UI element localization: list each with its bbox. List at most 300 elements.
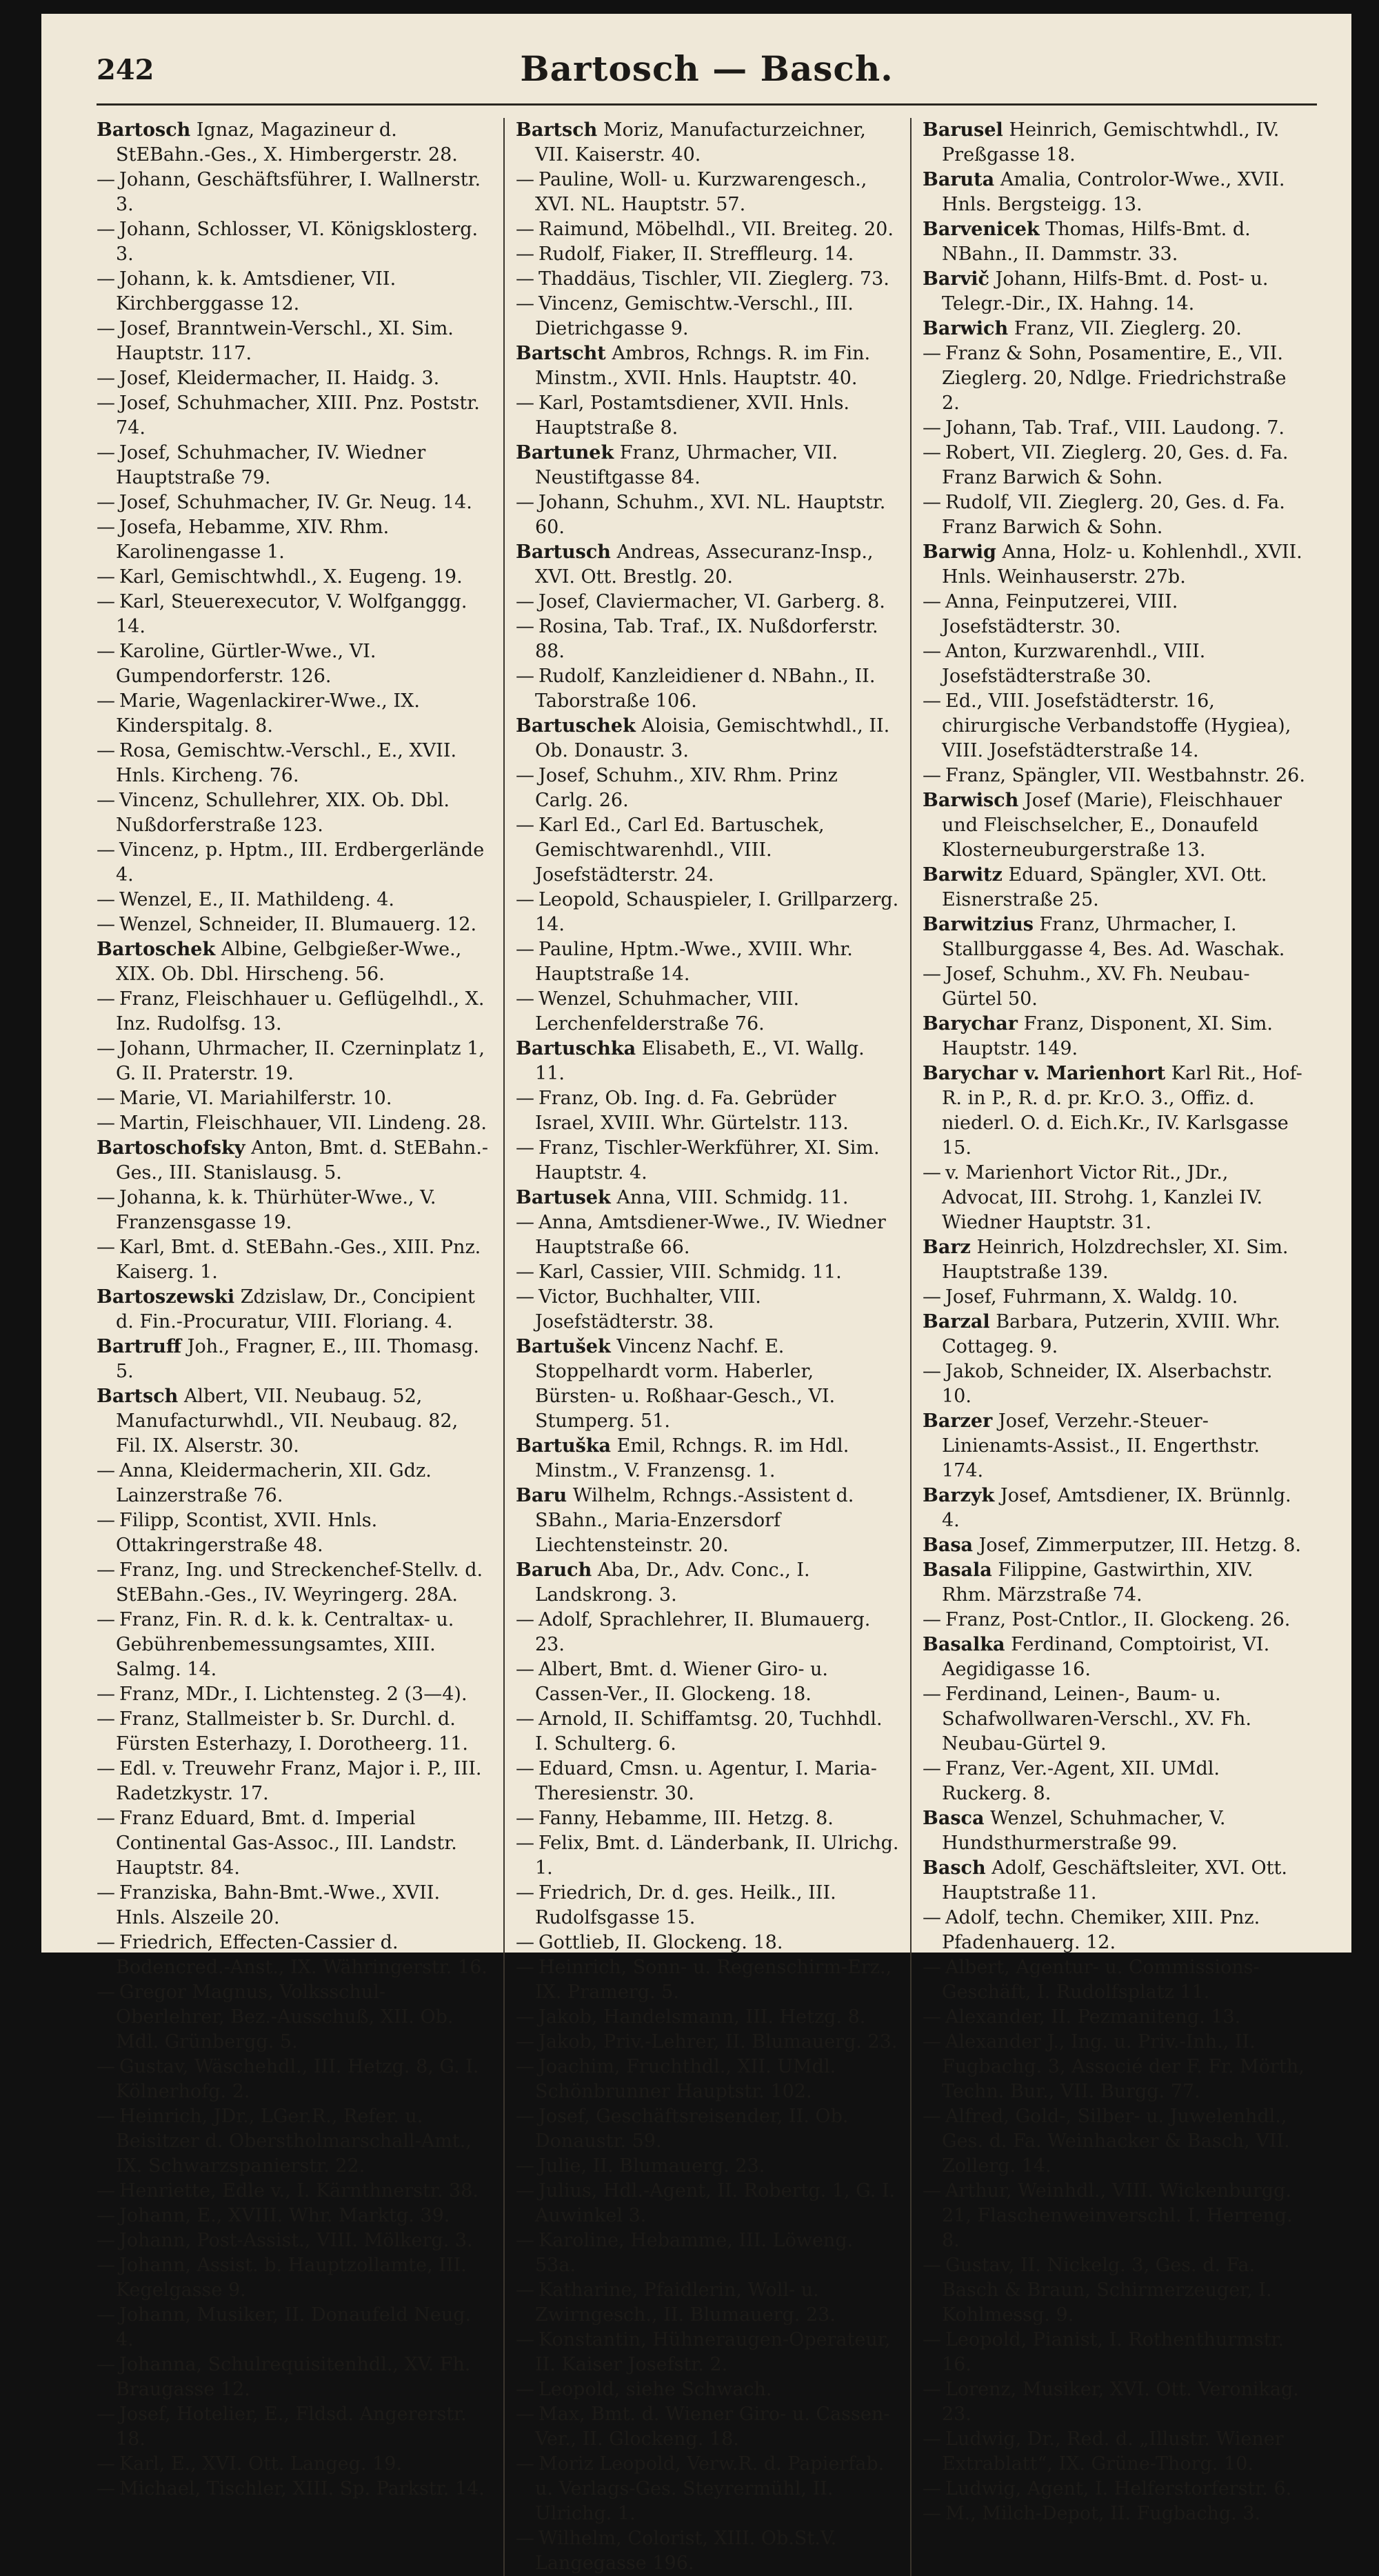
entry-details: Franz, Uhrmacher, I. Stallburggasse 4, Bes. Ad. Waschak. <box>942 914 1285 960</box>
entry-details: Arnold, II. Schiffamtsg. 20, Tuchhdl. I. Schulterg. 6. <box>535 1708 883 1755</box>
repeat-dash: — <box>97 1684 115 1705</box>
column-2 <box>503 118 910 2576</box>
entry-surname: Barwitz <box>923 864 1003 886</box>
repeat-dash: — <box>923 2106 941 2127</box>
entry-details: Ludwig, Dr., Red. d. „Illustr. Wiener Extrablatt“, IX. Grüne-Thorg. 10. <box>942 2428 1284 2475</box>
entry-details: Aba, Dr., Adv. Conc., I. Landskrong. 3. <box>535 1559 810 1606</box>
entry-details: Ferdinand, Leinen-, Baum- u. Schafwollwaren-Verschl., XV. Fh. Neubau-Gürtel 9. <box>942 1684 1251 1755</box>
repeat-dash: — <box>516 765 534 786</box>
repeat-dash: — <box>516 2404 534 2425</box>
directory-entry <box>97 2179 492 2204</box>
entry-details: Filippine, Gastwirthin, XIV. Rhm. Märzstraße 74. <box>942 1559 1254 1606</box>
repeat-dash: — <box>923 1361 941 1382</box>
entry-details: Josef, Schuhm., XV. Fh. Neubau-Gürtel 50. <box>942 963 1250 1010</box>
repeat-dash: — <box>516 2106 534 2127</box>
entry-details: Eduard, Cmsn. u. Agentur, I. Maria-Theresienstr. 30. <box>535 1758 877 1804</box>
directory-entry <box>923 2104 1306 2179</box>
repeat-dash: — <box>516 939 534 960</box>
entry-surname: Barzyk <box>923 1485 995 1506</box>
directory-entry <box>516 540 899 590</box>
entry-details: Gustav, Wäschehdl., III. Hetzg. 8, G. I. Kölnerhofg. 2. <box>116 2056 479 2102</box>
repeat-dash: — <box>516 1137 534 1159</box>
entry-surname: Bartoszewski <box>97 1286 235 1308</box>
repeat-dash: — <box>516 1609 534 1630</box>
directory-entry <box>516 1955 899 2005</box>
directory-entry <box>923 863 1306 912</box>
entry-surname: Bartoschofsky <box>97 1137 245 1159</box>
directory-entry <box>97 441 492 490</box>
entry-details: Konstantin, Hühneraugen-Operateur, II. Kaiser Josefstr. 2. <box>535 2329 891 2375</box>
entry-details: Albert, Agentur- u. Commissions-Geschäft, I. Rudolfsplatz 11. <box>942 1957 1260 2003</box>
entry-details: Fanny, Hebamme, III. Hetzg. 8. <box>538 1808 834 1829</box>
repeat-dash: — <box>516 988 534 1010</box>
entry-surname: Barz <box>923 1237 971 1258</box>
directory-entry <box>923 763 1306 788</box>
entry-surname: Barvič <box>923 268 989 290</box>
entry-surname: Barwig <box>923 541 996 563</box>
entry-details: Alfred, Gold-, Silber- u. Juwelenhdl., Ges. d. Fa. Weinhacker & Basch, VII. Zollerg. 14. <box>942 2106 1290 2177</box>
entry-surname: Baruta <box>923 169 995 190</box>
directory-entry <box>97 317 492 366</box>
entry-details: Heinrich, Holzdrechsler, XI. Sim. Hauptstraße 139. <box>942 1237 1289 1283</box>
entry-details: Vincenz, Schullehrer, XIX. Ob. Dbl. Nußdorferstraße 123. <box>116 790 450 836</box>
entry-surname: Barzer <box>923 1410 993 1432</box>
directory-entry <box>516 2402 899 2452</box>
directory-entry <box>97 639 492 689</box>
entry-details: Josef, Schuhmacher, IV. Gr. Neug. 14. <box>119 492 472 513</box>
entry-details: Franz, Fin. R. d. k. k. Centraltax- u. Gebührenbemessungsamtes, XIII. Salmg. 14. <box>116 1609 454 1680</box>
entry-details: Friedrich, Effecten-Cassier d. Bodencred.-Anst., IX. Währingerstr. 16. <box>116 1932 487 1978</box>
directory-entry <box>923 1955 1306 2005</box>
repeat-dash: — <box>516 815 534 836</box>
entry-details: Henriette, Edle v., I. Kärnthnerstr. 38. <box>119 2180 479 2201</box>
entry-details: Eduard, Spängler, XVI. Ott. Eisnerstraße 25. <box>942 864 1267 910</box>
entry-surname: Bartscht <box>516 343 606 364</box>
entry-details: Karl, Steuerexecutor, V. Wolfganggg. 14. <box>116 591 467 637</box>
entry-details: Heinrich, Sonn- u. Regenschirm-Erz., IX. Pramerg. 5. <box>535 1957 892 2003</box>
directory-entry <box>923 267 1306 317</box>
entry-details: Leopold, Schauspieler, I. Grillparzerg. 14. <box>535 889 899 935</box>
repeat-dash: — <box>516 2453 534 2475</box>
entry-details: Franziska, Bahn-Bmt.-Wwe., XVII. Hnls. Alszeile 20. <box>116 1882 441 1928</box>
entry-surname: Barzal <box>923 1311 990 1332</box>
directory-entry <box>97 1384 492 1459</box>
entry-details: Rosina, Tab. Traf., IX. Nußdorferstr. 88. <box>535 616 878 662</box>
directory-entry <box>923 590 1306 639</box>
entry-details: Anton, Kurzwarenhdl., VIII. Josefstädterstraße 30. <box>942 641 1206 687</box>
repeat-dash: — <box>97 1559 115 1581</box>
repeat-dash: — <box>516 293 534 314</box>
directory-entry <box>97 515 492 565</box>
entry-details: Franz, Stallmeister b. Sr. Durchl. d. Fürsten Esterhazy, I. Dorotheerg. 11. <box>116 1708 468 1755</box>
directory-entry <box>923 689 1306 763</box>
repeat-dash: — <box>97 2255 115 2276</box>
directory-entry <box>516 2179 899 2228</box>
entry-surname: Barusel <box>923 119 1003 141</box>
repeat-dash: — <box>516 591 534 612</box>
directory-entry <box>923 788 1306 863</box>
entry-details: v. Marienhort Victor Rit., JDr., Advocat, III. Strohg. 1, Kanzlei IV. Wiedner Hauptstr. 31. <box>942 1162 1263 1233</box>
repeat-dash: — <box>516 1932 534 1953</box>
repeat-dash: — <box>516 2329 534 2350</box>
repeat-dash: — <box>97 219 115 240</box>
directory-entry <box>516 2328 899 2377</box>
directory-entry <box>516 1608 899 1657</box>
directory-entry <box>97 1037 492 1086</box>
entry-details: Karoline, Gürtler-Wwe., VI. Gumpendorferstr. 126. <box>116 641 376 687</box>
directory-entry <box>516 1881 899 1930</box>
directory-entry <box>97 391 492 441</box>
entry-details: Josef, Kleidermacher, II. Haidg. 3. <box>119 368 440 389</box>
repeat-dash: — <box>923 765 941 786</box>
directory-entry <box>923 1359 1306 1409</box>
entry-details: Johann, E., XVIII. Whr. Marktg. 39. <box>119 2205 450 2226</box>
directory-entry <box>516 1484 899 1558</box>
entry-details: Karl, E., XVI. Ott. Langeg. 19. <box>119 2453 403 2475</box>
directory-entry <box>97 1335 492 1384</box>
entry-details: Franz, Ing. und Streckenchef-Stellv. d. StEBahn.-Ges., IV. Weyringerg. 28A. <box>116 1559 483 1606</box>
entry-surname: Bartunek <box>516 442 614 463</box>
entry-details: Franz, Disponent, XI. Sim. Hauptstr. 149. <box>942 1013 1273 1059</box>
entry-details: Johann, k. k. Amtsdiener, VII. Kirchberggasse 12. <box>116 268 396 314</box>
directory-entry <box>923 317 1306 341</box>
directory-entry <box>516 1186 899 1210</box>
repeat-dash: — <box>516 243 534 265</box>
entry-details: Aloisia, Gemischtwhdl., II. Ob. Donaustr. 3. <box>535 715 890 761</box>
entry-details: Heinrich, Gemischtwhdl., IV. Preßgasse 18. <box>942 119 1280 166</box>
entry-details: Adolf, Geschäftsleiter, XVI. Ott. Hauptstraße 11. <box>942 1857 1287 1904</box>
directory-entry <box>97 912 492 937</box>
entry-surname: Basalka <box>923 1634 1005 1655</box>
directory-entry <box>97 1086 492 1111</box>
repeat-dash: — <box>516 392 534 414</box>
directory-entry <box>516 267 899 292</box>
entry-details: Johanna, k. k. Thürhüter-Wwe., V. Franzensgasse 19. <box>116 1187 436 1233</box>
repeat-dash: — <box>97 1038 115 1059</box>
directory-entry <box>516 1037 899 1086</box>
entry-details: Karoline, Hebamme, III. Löweng. 53a. <box>535 2230 854 2276</box>
directory-entry <box>97 1186 492 1235</box>
repeat-dash: — <box>97 1609 115 1630</box>
entry-details: Johann, Uhrmacher, II. Czerninplatz 1, G. II. Praterstr. 19. <box>116 1038 485 1084</box>
directory-entry <box>923 490 1306 540</box>
directory-entry <box>923 1856 1306 1906</box>
entry-surname: Bartsch <box>516 119 598 141</box>
directory-entry <box>516 2452 899 2526</box>
entry-details: Elisabeth, E., VI. Wallg. 11. <box>535 1038 865 1084</box>
repeat-dash: — <box>97 1981 115 2003</box>
repeat-dash: — <box>97 1758 115 1779</box>
repeat-dash: — <box>516 2379 534 2400</box>
repeat-dash: — <box>97 2354 115 2375</box>
directory-entry <box>97 1757 492 1806</box>
entry-details: Franz, MDr., I. Lichtensteg. 2 (3—4). <box>119 1684 467 1705</box>
repeat-dash: — <box>516 2230 534 2251</box>
directory-entry <box>516 292 899 341</box>
entry-columns <box>97 118 1317 2574</box>
directory-entry <box>97 217 492 267</box>
entry-surname: Bartuschka <box>516 1038 636 1059</box>
repeat-dash: — <box>97 591 115 612</box>
entry-details: Alexander, II. Pezmaniteng. 13. <box>945 2006 1241 2028</box>
directory-entry <box>923 2179 1306 2253</box>
entry-details: Joachim, Fruchthdl., XII. UMdl. Schönbrunner Hauptstr. 102. <box>535 2056 836 2102</box>
repeat-dash: — <box>516 2006 534 2028</box>
entry-details: Ambros, Rchngs. R. im Fin. Minstm., XVII. Hnls. Hauptstr. 40. <box>535 343 871 389</box>
repeat-dash: — <box>516 1833 534 1854</box>
repeat-dash: — <box>516 1708 534 1730</box>
repeat-dash: — <box>97 566 115 588</box>
directory-entry <box>923 416 1306 441</box>
directory-entry <box>516 2526 899 2576</box>
directory-entry <box>516 1930 899 1955</box>
directory-entry <box>923 1061 1306 1161</box>
directory-entry <box>516 2104 899 2154</box>
directory-entry <box>97 2477 492 2502</box>
directory-entry <box>923 962 1306 1012</box>
repeat-dash: — <box>923 591 941 612</box>
repeat-dash: — <box>97 1187 115 1208</box>
repeat-dash: — <box>97 740 115 761</box>
entry-details: Karl, Cassier, VIII. Schmidg. 11. <box>538 1261 842 1283</box>
entry-surname: Barychar v. Marienhort <box>923 1063 1166 1084</box>
repeat-dash: — <box>516 2528 534 2549</box>
entry-details: Wenzel, E., II. Mathildeng. 4. <box>119 889 394 910</box>
directory-entry <box>97 987 492 1037</box>
directory-entry <box>516 2278 899 2328</box>
page-header <box>97 41 1317 106</box>
entry-details: Johann, Schuhm., XVI. NL. Hauptstr. 60. <box>535 492 886 538</box>
entry-details: Julie, II. Blumauerg. 23. <box>538 2155 765 2177</box>
directory-entry <box>923 540 1306 590</box>
entry-details: Ferdinand, Comptoirist, VI. Aegidigasse 16. <box>942 1634 1270 1680</box>
directory-entry <box>923 1409 1306 1484</box>
repeat-dash: — <box>97 392 115 414</box>
entry-surname: Bartusek <box>516 1187 611 1208</box>
column-1 <box>97 118 503 2576</box>
entry-details: Vincenz Nachf. E. Stoppelhardt vorm. Haberler, Bürsten- u. Roßhaar-Gesch., VI. Stumperg. 51. <box>535 1336 836 1432</box>
repeat-dash: — <box>97 2478 115 2499</box>
directory-entry <box>923 1484 1306 1533</box>
directory-entry <box>923 639 1306 689</box>
entry-details: Julius, Hdl.-Agent, II. Robertg. 1, G. I. Auwinkel 3. <box>535 2180 896 2226</box>
directory-entry <box>516 168 899 217</box>
repeat-dash: — <box>97 889 115 910</box>
directory-entry <box>516 2154 899 2179</box>
repeat-dash: — <box>97 641 115 662</box>
repeat-dash: — <box>923 641 941 662</box>
entry-details: Andreas, Assecuranz-Insp., XVI. Ott. Brestlg. 20. <box>535 541 874 588</box>
repeat-dash: — <box>923 690 941 712</box>
directory-entry <box>516 1657 899 1707</box>
directory-entry <box>97 267 492 317</box>
entry-details: Wilhelm, Rchngs.-Assistent d. SBahn., Maria-Enzersdorf Liechtensteinstr. 20. <box>535 1485 854 1556</box>
repeat-dash: — <box>516 169 534 190</box>
entry-surname: Baruch <box>516 1559 592 1581</box>
repeat-dash: — <box>97 368 115 389</box>
directory-entry <box>97 739 492 788</box>
entry-surname: Bartruff <box>97 1336 182 1357</box>
repeat-dash: — <box>923 2428 941 2450</box>
directory-entry <box>516 391 899 441</box>
entry-details: Alexander J., Ing. u. Priv.-Inh., II. Fugbachg. 3, Associé der F. Fr. Mörth, Techn. Bur., VII. Burgg. 77. <box>942 2031 1305 2102</box>
directory-entry <box>97 2104 492 2179</box>
directory-entry <box>516 590 899 615</box>
repeat-dash: — <box>516 1261 534 1283</box>
entry-details: Emil, Rchngs. R. im Hdl. Minstm., V. Franzensg. 1. <box>535 1435 849 1481</box>
directory-entry <box>97 565 492 590</box>
entry-details: Franz, VII. Zieglerg. 20. <box>1008 318 1242 339</box>
repeat-dash: — <box>923 2329 941 2350</box>
directory-entry <box>516 1558 899 1608</box>
repeat-dash: — <box>516 1808 534 1829</box>
directory-entry <box>97 1930 492 1980</box>
entry-details: Adolf, techn. Chemiker, XIII. Pnz. Pfadenhauerg. 12. <box>942 1907 1260 1953</box>
entry-details: Katharine, Pfaidlerin, Woll- u. Zwirngesch., II. Blumauerg. 23. <box>535 2279 836 2326</box>
entry-details: Moriz Leopold, Verw.R. d. Papierfab. u. Verlags-Ges. Steyrermühl, II. Ulrichg. 1. <box>535 2453 885 2524</box>
directory-entry <box>516 813 899 888</box>
repeat-dash: — <box>516 492 534 513</box>
entry-details: Anna, Amtsdiener-Wwe., IV. Wiedner Hauptstraße 66. <box>535 1212 886 1258</box>
repeat-dash: — <box>516 2031 534 2053</box>
entry-details: Rudolf, Kanzleidiener d. NBahn., II. Taborstraße 106. <box>535 666 876 712</box>
repeat-dash: — <box>516 268 534 290</box>
directory-entry <box>923 1235 1306 1285</box>
repeat-dash: — <box>923 2379 941 2400</box>
directory-entry <box>97 1682 492 1707</box>
repeat-dash: — <box>97 2106 115 2127</box>
directory-entry <box>97 838 492 888</box>
directory-entry <box>97 1881 492 1930</box>
entry-details: Albine, Gelbgießer-Wwe., XIX. Ob. Dbl. Hirscheng. 56. <box>116 939 462 985</box>
entry-details: Rosa, Gemischtw.-Verschl., E., XVII. Hnls. Kircheng. 76. <box>116 740 457 786</box>
repeat-dash: — <box>97 318 115 339</box>
directory-entry <box>516 2377 899 2402</box>
entry-details: Leopold, siehe Schwach. <box>538 2379 772 2400</box>
entry-details: Rudolf, VII. Zieglerg. 20, Ges. d. Fa. Franz Barwich & Sohn. <box>942 492 1285 538</box>
directory-entry <box>97 2452 492 2477</box>
repeat-dash: — <box>923 2255 941 2276</box>
directory-entry <box>97 1806 492 1881</box>
directory-entry <box>923 912 1306 962</box>
entry-details: Zdzislaw, Dr., Concipient d. Fin.-Procuratur, VIII. Floriang. 4. <box>116 1286 475 1332</box>
entry-surname: Bartoschek <box>97 939 216 960</box>
entry-details: Josef, Geschäftsreisender, II. Ob. Donaustr. 59. <box>535 2106 849 2152</box>
column-3 <box>910 118 1317 2576</box>
repeat-dash: — <box>97 517 115 538</box>
directory-entry <box>97 2055 492 2104</box>
entry-details: Franz, Post-Cntlor., II. Glockeng. 26. <box>945 1609 1291 1630</box>
entry-details: Edl. v. Treuwehr Franz, Major i. P., III. Radetzkystr. 17. <box>116 1758 482 1804</box>
directory-entry <box>97 937 492 987</box>
page-number: 242 <box>97 54 154 86</box>
entry-surname: Bartusch <box>516 541 611 563</box>
directory-entry <box>516 987 899 1037</box>
directory-entry <box>516 1831 899 1881</box>
directory-entry <box>97 1608 492 1682</box>
repeat-dash: — <box>923 1758 941 1779</box>
repeat-dash: — <box>97 988 115 1010</box>
entry-details: Albert, VII. Neubaug. 52, Manufacturwhdl., VII. Neubaug. 82, Fil. IX. Alserstr. 30. <box>116 1386 459 1457</box>
entry-details: Wenzel, Schuhmacher, VIII. Lerchenfelderstraße 76. <box>535 988 800 1035</box>
entry-details: Franz, Ob. Ing. d. Fa. Gebrüder Israel, XVIII. Whr. Gürtelstr. 113. <box>535 1088 849 1134</box>
entry-details: Thaddäus, Tischler, VII. Zieglerg. 73. <box>538 268 889 290</box>
repeat-dash: — <box>923 2031 941 2053</box>
entry-details: Karl, Gemischtwhdl., X. Eugeng. 19. <box>119 566 463 588</box>
entry-details: Franz, Spängler, VII. Westbahnstr. 26. <box>945 765 1305 786</box>
entry-details: Franz, Ver.-Agent, XII. UMdl. Ruckerg. 8. <box>942 1758 1220 1804</box>
directory-entry <box>516 118 899 168</box>
entry-details: Franz, Tischler-Werkführer, XI. Sim. Hauptstr. 4. <box>535 1137 880 1184</box>
repeat-dash: — <box>923 1684 941 1705</box>
directory-entry <box>97 118 492 168</box>
entry-details: Heinrich, JDr., LGer.R., Refer. u. Beisitzer d. Oberstholmarschall-Amt., IX. Schwarzspanierstr. 22. <box>116 2106 472 2177</box>
repeat-dash: — <box>516 2155 534 2177</box>
directory-entry <box>516 714 899 763</box>
repeat-dash: — <box>923 1957 941 1978</box>
entry-details: Josef, Zimmerputzer, III. Hetzg. 8. <box>973 1535 1301 1556</box>
repeat-dash: — <box>516 1212 534 1233</box>
repeat-dash: — <box>516 1286 534 1308</box>
entry-details: Karl Rit., Hof-R. in P., R. d. pr. Kr.O. 3., Offiz. d. niederl. O. d. Eich.Kr., IV. Karlsgasse 15. <box>942 1063 1302 1159</box>
directory-entry <box>97 1235 492 1285</box>
repeat-dash: — <box>97 914 115 935</box>
entry-details: Leopold, Pianist, I. Rothenthurmstr. 16. <box>942 2329 1284 2375</box>
directory-entry <box>97 366 492 391</box>
entry-details: Anna, Kleidermacherin, XII. Gdz. Lainzerstraße 76. <box>116 1460 432 1506</box>
entry-details: Karl, Bmt. d. StEBahn.-Ges., XIII. Pnz. Kaiserg. 1. <box>116 1237 481 1283</box>
repeat-dash: — <box>516 1882 534 1904</box>
directory-entry <box>97 2303 492 2353</box>
entry-details: Felix, Bmt. d. Länderbank, II. Ulrichg. 1. <box>535 1833 899 1879</box>
entry-details: Wilhelm, Colorist, XIII. Ob.St.V. Langegasse 196. <box>535 2528 837 2574</box>
entry-details: Lorenz, Musiker, XVI. Ott. Veronikag. 23. <box>942 2379 1299 2425</box>
entry-surname: Bartuška <box>516 1435 612 1457</box>
entry-details: Josef, Hotelier, E., Fldsd. Angererstr. 18. <box>116 2404 467 2450</box>
entry-details: Anna, VIII. Schmidg. 11. <box>610 1187 849 1208</box>
directory-entry <box>516 1136 899 1186</box>
directory-entry <box>97 788 492 838</box>
directory-entry <box>923 1558 1306 1608</box>
directory-entry <box>923 2005 1306 2030</box>
directory-entry <box>97 1558 492 1608</box>
repeat-dash: — <box>923 1162 941 1184</box>
entry-details: Amalia, Controlor-Wwe., XVII. Hnls. Bergsteigg. 13. <box>942 169 1285 215</box>
repeat-dash: — <box>923 2503 941 2524</box>
entry-details: Albert, Bmt. d. Wiener Giro- u. Cassen-Ver., II. Glockeng. 18. <box>535 1659 829 1705</box>
entry-details: Ed., VIII. Josefstädterstr. 16, chirurgische Verbandstoffe (Hygiea), VIII. Josefstädterstraße 14. <box>942 690 1291 761</box>
repeat-dash: — <box>97 839 115 861</box>
directory-entry <box>516 2055 899 2104</box>
directory-entry <box>516 664 899 714</box>
directory-entry <box>97 490 492 515</box>
entry-details: Marie, VI. Mariahilferstr. 10. <box>119 1088 392 1109</box>
directory-entry <box>923 2377 1306 2427</box>
directory-entry <box>923 2328 1306 2377</box>
directory-entry <box>516 341 899 391</box>
entry-details: Max, Bmt. d. Wiener Giro- u. Cassen-Ver., II. Glockeng. 18. <box>535 2404 890 2450</box>
repeat-dash: — <box>923 492 941 513</box>
entry-details: Jakob, Schneider, IX. Alserbachstr. 10. <box>942 1361 1273 1407</box>
directory-entry <box>923 1806 1306 1856</box>
repeat-dash: — <box>97 1460 115 1481</box>
entry-details: Filipp, Scontist, XVII. Hnls. Ottakringerstraße 48. <box>116 1510 378 1556</box>
directory-entry <box>923 1757 1306 1806</box>
directory-entry <box>516 1707 899 1757</box>
repeat-dash: — <box>516 1088 534 1109</box>
entry-details: Johann, Musiker, II. Donaufeld Neug. 4. <box>116 2304 472 2350</box>
entry-details: Joh., Fragner, E., III. Thomasg. 5. <box>116 1336 480 1382</box>
